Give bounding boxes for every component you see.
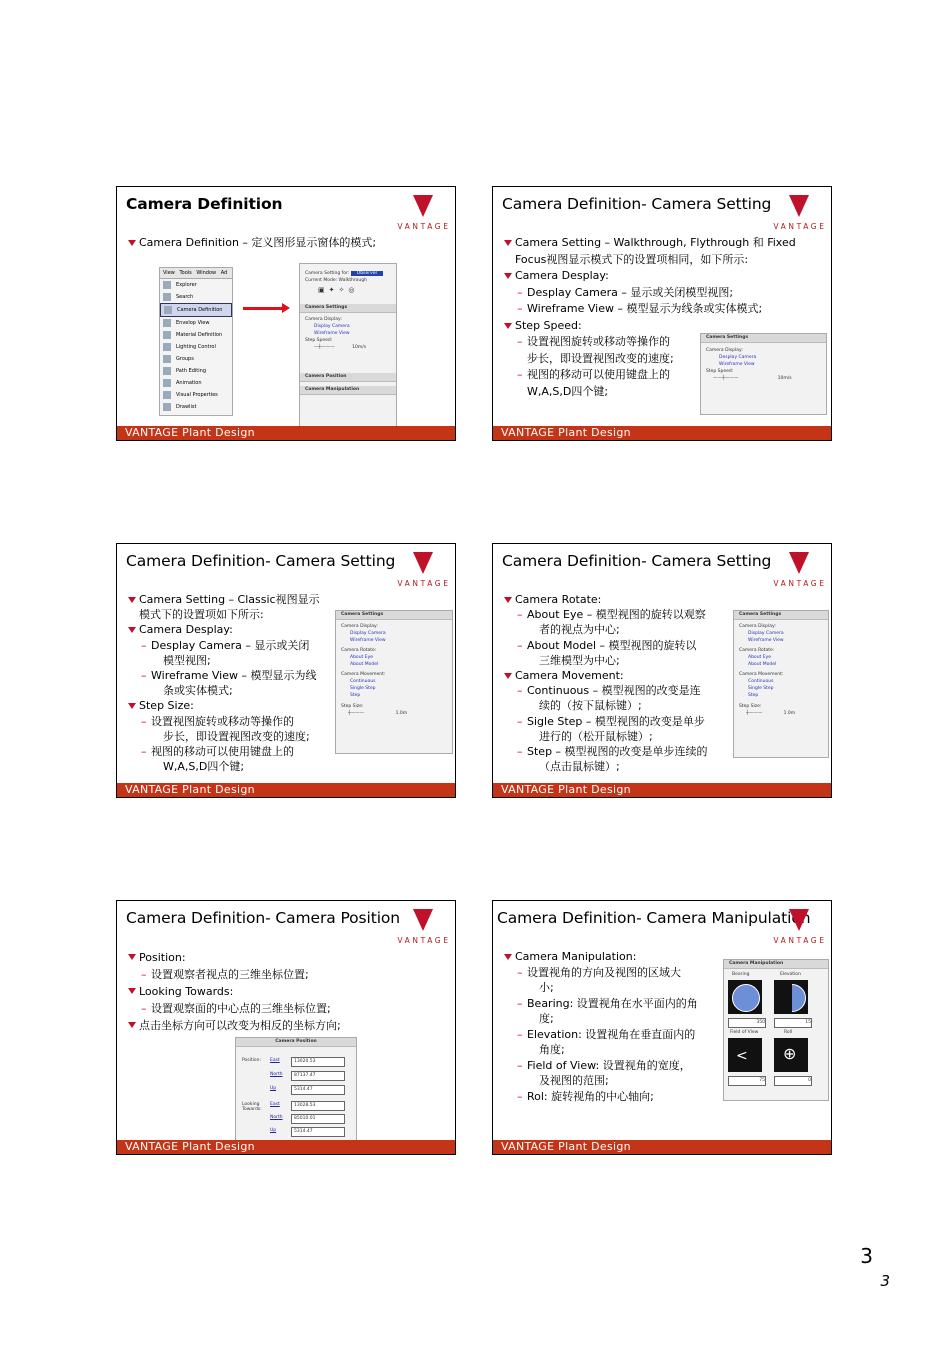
- slide-footer: VANTAGE Plant Design: [117, 1140, 455, 1154]
- slide-body: Camera Setting – Classic视图显示 模式下的设置项如下所示: Camera Desplay: – Desplay Camera – 显示或关闭 模型视图; – Wireframe View – 模型显示为线 条或实体模式; Step Size: – 设置视图旋转或移动等操作的 步长，即设置视图改变的速度; – 视图的移动可以使用键盘上的 W,A,S,D四个键;: [127, 592, 320, 774]
- single-step-radio[interactable]: Single Step: [350, 686, 376, 691]
- about-model-radio[interactable]: About Model: [350, 662, 379, 667]
- menu-item-visual-properties[interactable]: Visual Properties: [160, 389, 232, 401]
- menu-item-groups[interactable]: Groups: [160, 353, 232, 365]
- slide-footer: VANTAGE Plant Design: [117, 426, 455, 440]
- vantage-logo: VANTAGE: [395, 552, 453, 590]
- about-model-radio[interactable]: About Model: [748, 662, 777, 667]
- looking-up-field[interactable]: 5314.47: [291, 1127, 345, 1137]
- camera-manipulation-panel: Camera Manipulation Bearing Elevation 350 15 Field of View Roll < ⊕ 75 0: [723, 959, 829, 1101]
- field-of-view-field[interactable]: 75: [728, 1076, 766, 1086]
- look-icon[interactable]: ✧: [338, 286, 349, 294]
- bullet-item: Camera Definition – 定义图形显示窗体的模式;: [127, 235, 376, 251]
- about-eye-radio[interactable]: About Eye: [350, 655, 374, 660]
- menu-item-camera-definition[interactable]: Camera Definition: [160, 303, 232, 317]
- roll-crosshair-icon: ⊕: [783, 1044, 797, 1063]
- camera-settings-panel: Camera Settings Camera Display: Display Camera Wireframe View Camera Rotate: About Eye About Model Camera Movement: Continuous Single Step Step Step Size: ┼——— 1.0m: [335, 610, 453, 754]
- looking-east-link[interactable]: East: [270, 1102, 280, 1107]
- menu-tools[interactable]: Tools: [179, 270, 192, 276]
- position-up-link[interactable]: Up: [270, 1086, 277, 1091]
- vantage-logo: VANTAGE: [395, 195, 453, 233]
- slide-camera-position: [116, 900, 456, 1155]
- camera-settings-panel: Camera Settings Camera Display: Desplay Camera Wireframe View Step Speed: ——┼——— 10m/s: [700, 333, 827, 415]
- red-arrow-icon: [243, 307, 283, 310]
- menu-window[interactable]: Window: [196, 270, 217, 276]
- position-up-field[interactable]: 5314.47: [291, 1085, 345, 1095]
- menu-ad[interactable]: Ad: [220, 270, 228, 276]
- slide-camera-definition: [116, 186, 456, 441]
- elevation-field[interactable]: 15: [774, 1018, 812, 1028]
- menu-item-envelop-view[interactable]: Envelop View: [160, 317, 232, 329]
- slide-footer: VANTAGE Plant Design: [117, 783, 455, 797]
- about-eye-radio[interactable]: About Eye: [748, 655, 772, 660]
- elevation-dial[interactable]: [774, 980, 808, 1014]
- display-camera-checkbox[interactable]: Display Camera: [350, 631, 386, 636]
- step-radio[interactable]: Step: [350, 693, 361, 698]
- menu-item-material-definition[interactable]: Material Definition: [160, 329, 232, 341]
- wireframe-view-checkbox[interactable]: Wireframe View: [719, 362, 755, 367]
- slide-camera-setting-rotate: [492, 543, 832, 798]
- display-camera-checkbox[interactable]: Display Camera: [748, 631, 784, 636]
- step-radio[interactable]: Step: [748, 693, 759, 698]
- page-number-small: 3: [880, 1272, 890, 1290]
- looking-east-field[interactable]: 13028.53: [291, 1101, 345, 1111]
- field-of-view-dial[interactable]: [728, 1038, 762, 1072]
- continuous-radio[interactable]: Continuous: [350, 679, 376, 684]
- camera-setting-select[interactable]: Observer: [351, 271, 384, 276]
- slide-title: Camera Definition- Camera Position: [126, 909, 401, 927]
- position-east-link[interactable]: East: [270, 1058, 280, 1063]
- fly-icon[interactable]: ✦: [328, 286, 339, 294]
- mode-toolbar: [318, 286, 396, 300]
- looking-north-field[interactable]: 85010.01: [291, 1114, 345, 1124]
- menu-item-drawlist[interactable]: Drawlist: [160, 401, 232, 413]
- logo-triangle-icon: [789, 552, 809, 574]
- display-camera-checkbox[interactable]: Desplay Camera: [719, 355, 757, 360]
- menu-view[interactable]: View: [163, 270, 175, 276]
- roll-field[interactable]: 0: [774, 1076, 812, 1086]
- slide-camera-setting-classic: [116, 543, 456, 798]
- slide-camera-setting-walkthrough: [492, 186, 832, 441]
- roll-dial[interactable]: [774, 1038, 808, 1072]
- slide-title: Camera Definition- Camera Manipulation: [497, 909, 811, 927]
- camera-settings-panel: Camera Settings Camera Display: Display Camera Wireframe View Camera Rotate: About Eye About Model Camera Movement: Continuous Single Step Step Step Size: ┼——— 1.0m: [733, 610, 829, 758]
- fov-wedge-icon: <: [736, 1048, 748, 1064]
- menu-item-explorer[interactable]: Explorer: [160, 279, 232, 291]
- slide-body: Camera Manipulation: – 设置视角的方向及视图的区域大 小; – Bearing: 设置视角在水平面内的角 度; – Elevation: 设置视角在垂直面内的 角度; – Field of View: 设置视角的宽度， 及视图的范围; – Rol: 旋转视角的中心轴向;: [503, 949, 698, 1104]
- slide-title: Camera Definition- Camera Setting: [126, 552, 396, 570]
- bearing-dial-face-icon: [732, 984, 760, 1012]
- position-east-field[interactable]: 13020.53: [291, 1057, 345, 1067]
- logo-triangle-icon: [413, 195, 433, 217]
- vantage-logo: VANTAGE: [771, 552, 829, 590]
- menu-item-lighting-control[interactable]: Lighting Control: [160, 341, 232, 353]
- bearing-dial[interactable]: [728, 980, 762, 1014]
- slide-camera-manipulation: [492, 900, 832, 1155]
- looking-north-link[interactable]: North: [270, 1115, 283, 1120]
- position-north-field[interactable]: 87137.47: [291, 1071, 345, 1081]
- step-size-slider[interactable]: ┼——— 1.0m: [348, 711, 408, 716]
- menu-item-search[interactable]: Search: [160, 291, 232, 303]
- looking-up-link[interactable]: Up: [270, 1128, 277, 1133]
- step-speed-slider[interactable]: —┼——— 10m/s: [314, 345, 367, 350]
- view-menu-dropdown: [159, 278, 233, 416]
- logo-triangle-icon: [789, 195, 809, 217]
- position-north-link[interactable]: North: [270, 1072, 283, 1077]
- slide-body: Position: – 设置观察者视点的三维坐标位置; Looking Towards: – 设置观察面的中心点的三维坐标位置; 点击坐标方向可以改变为相反的坐标方向;: [127, 949, 341, 1034]
- slide-footer: VANTAGE Plant Design: [493, 1140, 831, 1154]
- vantage-logo: VANTAGE: [771, 195, 829, 233]
- slide-footer: VANTAGE Plant Design: [493, 426, 831, 440]
- slide-title: Camera Definition: [126, 195, 283, 213]
- display-camera-checkbox[interactable]: Display Camera: [314, 324, 350, 329]
- slide-footer: VANTAGE Plant Design: [493, 783, 831, 797]
- continuous-radio[interactable]: Continuous: [748, 679, 774, 684]
- menu-item-animation[interactable]: Animation: [160, 377, 232, 389]
- wireframe-view-checkbox[interactable]: Wireframe View: [748, 638, 784, 643]
- slide-body: Camera Setting – Walkthrough, Flythrough 和 Fixed Focus视图显示模式下的设置项相同，如下所示: Camera Desplay: – Desplay Camera – 显示或关闭模型视图; – Wireframe View – 模型显示为线条或实体模式; Step Speed: – 设置视图旋转或移动等操作的 步长，即设置视图改变的速度; – 视图的移动可以使用键盘上的 W,A,S,D四个键;: [503, 235, 796, 400]
- logo-triangle-icon: [413, 909, 433, 931]
- slide-title: Camera Definition- Camera Setting: [502, 552, 772, 570]
- single-step-radio[interactable]: Single Step: [748, 686, 774, 691]
- vantage-logo: VANTAGE: [771, 909, 829, 947]
- slide-title: Camera Definition- Camera Setting: [502, 195, 772, 213]
- camera-definition-dialog: Camera Setting for: Observer Current Mode: Walkthrough ▣✦✧◎ Camera Settings Camera Display: Display Camera Wireframe View Step Speed: —┼——— 10m/s Camera Position Camera Manipulation: [299, 263, 397, 427]
- logo-triangle-icon: [789, 909, 809, 931]
- slide-body: Camera Rotate: – About Eye – 模型视图的旋转以观察 者的视点为中心; – About Model – 模型视图的旋转以 三维模型为中心; Camera Movement: – Continuous – 模型视图的改变是连 续的（按下鼠标键）; – Sigle Step – 模型视图的改变是单步 进行的（松开鼠标键）; – Step – 模型视图的改变是单步连续的 （点击鼠标键）;: [503, 592, 708, 774]
- page-number: 3: [860, 1244, 873, 1268]
- wireframe-view-checkbox[interactable]: Wireframe View: [350, 638, 386, 643]
- slide-body: [127, 235, 376, 251]
- step-speed-slider[interactable]: ——┼——— 10m/s: [713, 376, 792, 381]
- menu-item-path-editing[interactable]: Path Editing: [160, 365, 232, 377]
- bearing-field[interactable]: 350: [728, 1018, 766, 1028]
- camera-position-panel: Camera Position Position: East North Up 13020.53 87137.47 5314.47 Looking Towards: East North Up 13028.53 85010.01 5314.47: [235, 1037, 357, 1143]
- step-size-slider[interactable]: ┼——— 1.0m: [746, 711, 796, 716]
- logo-triangle-icon: [413, 552, 433, 574]
- walk-icon[interactable]: ▣: [318, 286, 329, 294]
- elevation-dial-face-icon: [778, 984, 806, 1012]
- vantage-logo: VANTAGE: [395, 909, 453, 947]
- wireframe-view-checkbox[interactable]: Wireframe View: [314, 331, 350, 336]
- fixed-icon[interactable]: ◎: [348, 286, 359, 294]
